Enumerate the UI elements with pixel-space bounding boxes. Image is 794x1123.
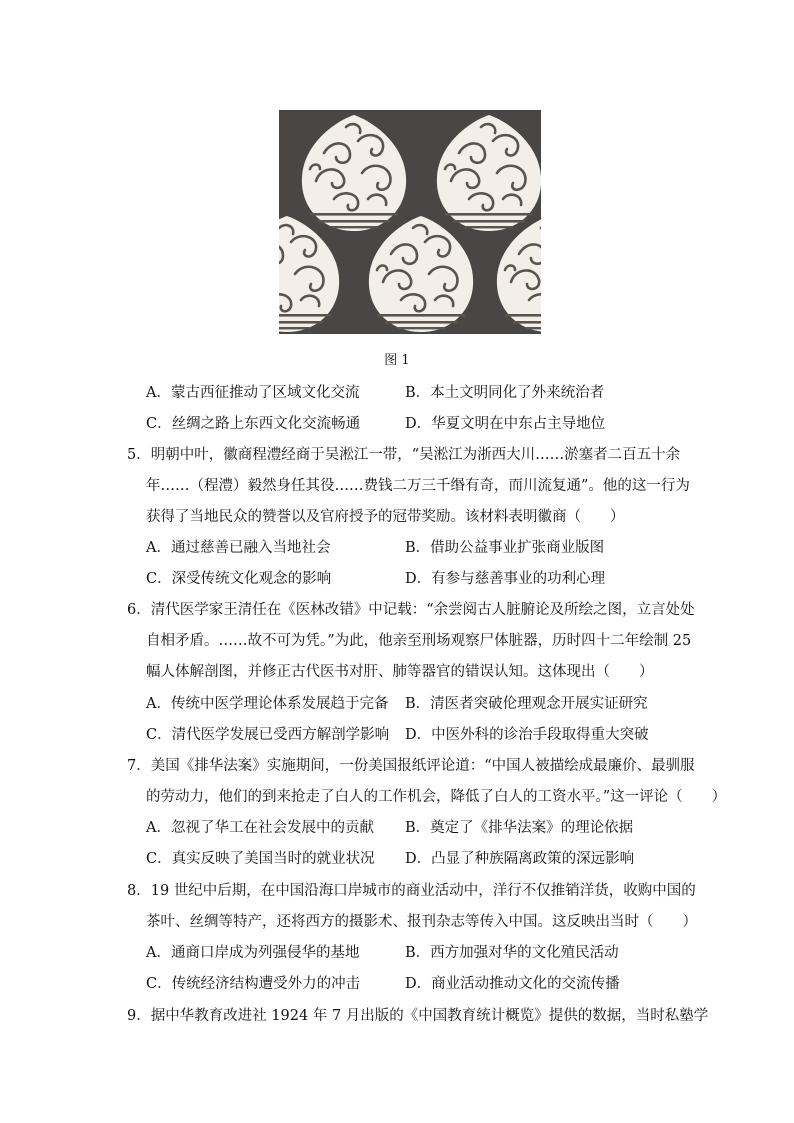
q6-option-d: D．中医外科的诊治手段取得重大突破 [405,727,649,743]
q7-option-c: C．真实反映了美国当时的就业状况 [146,851,375,867]
q8-stem-line-2: 茶叶、丝绸等特产，还将西方的摄影术、报刊杂志等传入中国。这反映出当时（ ） [146,914,697,930]
q6-option-b: B．清医者突破伦理观念开展实证研究 [405,696,648,712]
q8-option-a: A．通商口岸成为列强侵华的基地 [146,945,360,961]
q9-stem-line-1: 9．据中华教育改进社 1924 年 7 月出版的《中国教育统计概览》提供的数据，当时私塾学 [127,1008,709,1024]
q8-stem-line-1: 8．19 世纪中后期，在中国沿海口岸城市的商业活动中，洋行不仅推销洋货，收购中国的 [127,883,696,899]
q7-option-b: B．奠定了《排华法案》的理论依据 [405,820,634,836]
q8-option-c: C．传统经济结构遭受外力的冲击 [146,976,361,992]
q8-option-b: B．西方加强对华的文化殖民活动 [405,945,619,961]
q8-option-d: D．商业活动推动文化的交流传播 [405,976,620,992]
q5-option-d: D．有参与慈善事业的功利心理 [405,571,606,587]
q6-stem-line-2: 自相矛盾。……故不可为凭。”为此，他亲至刑场观察尸体脏器，历时四十二年绘制 25 [146,633,692,649]
q6-stem-line-3: 幅人体解剖图，并修正古代医书对肝、肺等器官的错误认知。这体现出（ ） [146,664,654,680]
figure-caption: 图 1 [384,353,410,368]
q4-option-b: B．本土文明同化了外来统治者 [405,385,605,401]
q5-option-a: A．通过慈善已融入当地社会 [146,540,331,556]
q7-stem-line-1: 7．美国《排华法案》实施期间，一份美国报纸评论道：“中国人被描绘成最廉价、最驯服 [127,758,695,774]
q6-stem-line-1: 6．清代医学家王清任在《医林改错》中记载：“余尝阅古人脏腑论及所绘之图，立言处处 [127,602,695,618]
q7-option-a: A．忽视了华工在社会发展中的贡献 [146,820,374,836]
q4-option-d: D．华夏文明在中东占主导地位 [405,416,606,432]
q5-stem-line-2: 年……（程澧）毅然身任其役……费钱二万三千缗有奇，而川流复通”。他的这一行为 [146,478,690,494]
q6-option-c: C．清代医学发展已受西方解剖学影响 [146,727,390,743]
pattern-figure [279,110,541,334]
q7-option-d: D．凸显了种族隔离政策的深远影响 [405,851,635,867]
q7-stem-line-2: 的劳动力，他们的到来抢走了白人的工作机会，降低了白人的工资水平。”这一评论（ ） [146,789,727,805]
q6-option-a: A．传统中医学理论体系发展趋于完备 [146,696,389,712]
cloud-medallion-pattern [279,110,541,334]
q4-option-c: C．丝绸之路上东西文化交流畅通 [146,416,361,432]
q5-stem-line-1: 5．明朝中叶，徽商程澧经商于吴淞江一带，“吴淞江为浙西大川……淤塞者二百五十余 [127,447,681,463]
q5-option-c: C．深受传统文化观念的影响 [146,571,332,587]
q5-option-b: B．借助公益事业扩张商业版图 [405,540,605,556]
q4-option-a: A．蒙古西征推动了区域文化交流 [146,385,360,401]
q5-stem-line-3: 获得了当地民众的赞誉以及官府授予的冠带奖励。该材料表明徽商（ ） [146,509,625,525]
